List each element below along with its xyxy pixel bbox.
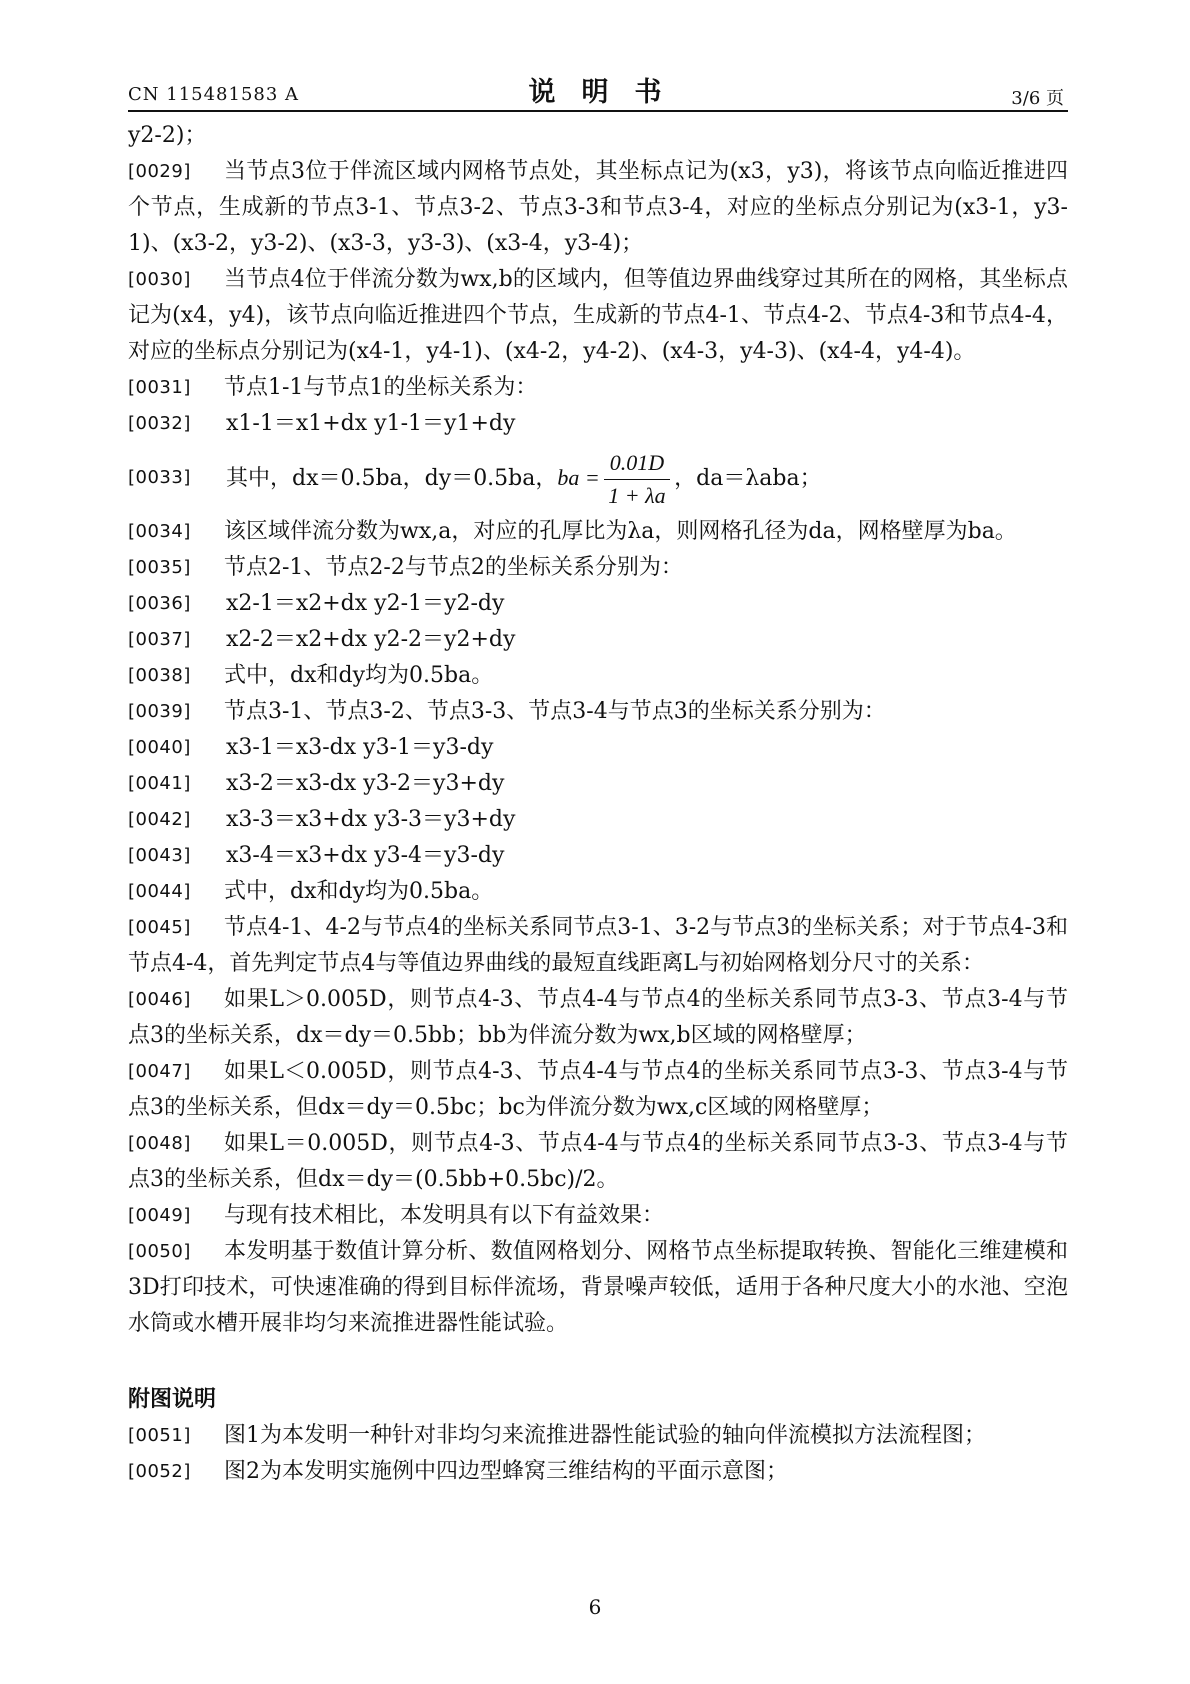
equation-text: x3-2＝x3-dx y3-2＝y3+dy [226, 771, 505, 796]
paragraph-0031 [128, 370, 1068, 406]
paragraph-number: [0034] [128, 521, 191, 542]
paragraph-0046 [128, 982, 1068, 1054]
equation-with-fraction [128, 442, 1068, 515]
equation-text: x1-1＝x1+dx y1-1＝y1+dy [226, 411, 516, 436]
paragraph-number: [0052] [128, 1461, 191, 1482]
paragraph-0044 [128, 874, 1068, 910]
paragraph-text: 如果L＝0.005D，则节点4-3、节点4-4与节点4的坐标关系同节点3-3、节点3-4与节点3的坐标关系，但dx＝dy＝(0.5bb+0.5bc)/2。 [128, 1131, 1068, 1192]
paragraph-number: [0035] [128, 557, 191, 578]
paragraph-0048 [128, 1126, 1068, 1198]
paragraph-number: [0040] [128, 737, 191, 758]
paragraph-number: [0051] [128, 1425, 191, 1446]
paragraph-0035 [128, 550, 1068, 586]
paragraph-text: 当节点4位于伴流分数为wx,b的区域内，但等值边界曲线穿过其所在的网格，其坐标点记为(x4，y4)，该节点向临近推进四个节点，生成新的节点4-1、节点4-2、节点4-3和节点4-4，对应的坐标点分别记为(x4-1，y4-1)、(x4-2，y4-2)、(x4-3，y4-3)、(x4-4，y4-4)。 [128, 267, 1068, 364]
equation-text: x3-4＝x3+dx y3-4＝y3-dy [226, 843, 505, 868]
paragraph-number: [0032] [128, 413, 191, 434]
paragraph-text: 式中，dx和dy均为0.5ba。 [224, 879, 494, 904]
equation-text-after: ，da＝λaba； [674, 466, 822, 491]
equation-text-before: 其中，dx＝0.5ba，dy＝0.5ba， [226, 466, 558, 491]
patent-number: CN 115481583 A [128, 84, 300, 105]
fraction-numerator: 0.01D [604, 447, 670, 480]
section-spacer [128, 1342, 1068, 1382]
paragraph-number: [0033] [128, 467, 191, 488]
paragraph-number: [0046] [128, 989, 191, 1010]
paragraph-number: [0030] [128, 269, 191, 290]
document-title: 说明书 [528, 77, 688, 108]
paragraph-number: [0031] [128, 377, 191, 398]
paragraph-text: 节点3-1、节点3-2、节点3-3、节点3-4与节点3的坐标关系分别为： [224, 699, 886, 724]
equation-text: x3-1＝x3-dx y3-1＝y3-dy [226, 735, 494, 760]
paragraph-number: [0048] [128, 1133, 191, 1154]
equation-0040 [128, 730, 1068, 766]
equation-0033 [128, 442, 1068, 514]
paragraph-number: [0041] [128, 773, 191, 794]
paragraph-number: [0029] [128, 161, 191, 182]
paragraph-text: 图1为本发明一种针对非均匀来流推进器性能试验的轴向伴流模拟方法流程图； [224, 1423, 986, 1448]
equation-text: x2-2＝x2+dx y2-2＝y2+dy [226, 627, 516, 652]
paragraph-text: 如果L＞0.005D，则节点4-3、节点4-4与节点4的坐标关系同节点3-3、节点3-4与节点3的坐标关系，dx＝dy＝0.5bb；bb为伴流分数为wx,b区域的网格壁厚； [128, 987, 1068, 1048]
equation-0041 [128, 766, 1068, 802]
paragraph-text: 该区域伴流分数为wx,a，对应的孔厚比为λa，则网格孔径为da，网格壁厚为ba。 [224, 519, 1017, 544]
page-header [0, 0, 1190, 110]
equation-0037 [128, 622, 1068, 658]
fraction-denominator: 1 + λa [608, 482, 666, 508]
paragraph-number: [0044] [128, 881, 191, 902]
continuation-line: y2-2)； [128, 123, 207, 148]
paragraph-text: 式中，dx和dy均为0.5ba。 [224, 663, 494, 688]
fraction-lhs: ba = [557, 465, 600, 490]
section-heading: 附图说明 [128, 1387, 217, 1412]
equation-text: x3-3＝x3+dx y3-3＝y3+dy [226, 807, 516, 832]
paragraph-text: 当节点3位于伴流区域内网格节点处，其坐标点记为(x3，y3)，将该节点向临近推进四个节点，生成新的节点3-1、节点3-2、节点3-3和节点3-4，对应的坐标点分别记为(x3-1，y3-1)、(x3-2，y3-2)、(x3-3，y3-3)、(x3-4，y3-4)； [128, 159, 1068, 256]
equation-0042 [128, 802, 1068, 838]
paragraph-text: 图2为本发明实施例中四边型蜂窝三维结构的平面示意图； [224, 1459, 788, 1484]
page-count: 3/6 页 [1011, 88, 1064, 109]
paragraph-0034 [128, 514, 1068, 550]
page-number: 6 [588, 1595, 602, 1619]
paragraph-0038 [128, 658, 1068, 694]
paragraph-text: 节点2-1、节点2-2与节点2的坐标关系分别为： [224, 555, 683, 580]
paragraph-number: [0049] [128, 1205, 191, 1226]
paragraph-number: [0038] [128, 665, 191, 686]
equation-0036 [128, 586, 1068, 622]
paragraph-0030 [128, 262, 1068, 370]
paragraph-0052 [128, 1454, 1068, 1490]
paragraph-number: [0043] [128, 845, 191, 866]
paragraph-text: 本发明基于数值计算分析、数值网格划分、网格节点坐标提取转换、智能化三维建模和3D打印技术，可快速准确的得到目标伴流场，背景噪声较低，适用于各种尺度大小的水池、空泡水筒或水槽开展非均匀来流推进器性能试验。 [128, 1239, 1068, 1336]
paragraph-number: [0037] [128, 629, 191, 650]
paragraph-text: 节点1-1与节点1的坐标关系为： [224, 375, 538, 400]
paragraph-text: 节点4-1、4-2与节点4的坐标关系同节点3-1、3-2与节点3的坐标关系；对于节点4-3和节点4-4，首先判定节点4与等值边界曲线的最短直线距离L与初始网格划分尺寸的关系： [128, 915, 1068, 976]
paragraph-0051 [128, 1418, 1068, 1454]
header-divider [128, 110, 1068, 112]
paragraph-0049 [128, 1198, 1068, 1234]
paragraph-number: [0045] [128, 917, 191, 938]
paragraph-0039 [128, 694, 1068, 730]
paragraph-number: [0042] [128, 809, 191, 830]
paragraph-0029 [128, 154, 1068, 262]
paragraph-number: [0036] [128, 593, 191, 614]
paragraph-0047 [128, 1054, 1068, 1126]
document-body [128, 118, 1068, 1490]
paragraph-0050 [128, 1234, 1068, 1342]
paragraph-text: 与现有技术相比，本发明具有以下有益效果： [224, 1203, 665, 1228]
equation-0043 [128, 838, 1068, 874]
equation-0032 [128, 406, 1068, 442]
equation-text: x2-1＝x2+dx y2-1＝y2-dy [226, 591, 505, 616]
paragraph-number: [0050] [128, 1241, 191, 1262]
paragraph-0045 [128, 910, 1068, 982]
paragraph-number: [0039] [128, 701, 191, 722]
paragraph-text: 如果L＜0.005D，则节点4-3、节点4-4与节点4的坐标关系同节点3-3、节点3-4与节点3的坐标关系，但dx＝dy＝0.5bc；bc为伴流分数为wx,c区域的网格壁厚； [128, 1059, 1068, 1120]
fraction [604, 447, 670, 512]
paragraph-number: [0047] [128, 1061, 191, 1082]
